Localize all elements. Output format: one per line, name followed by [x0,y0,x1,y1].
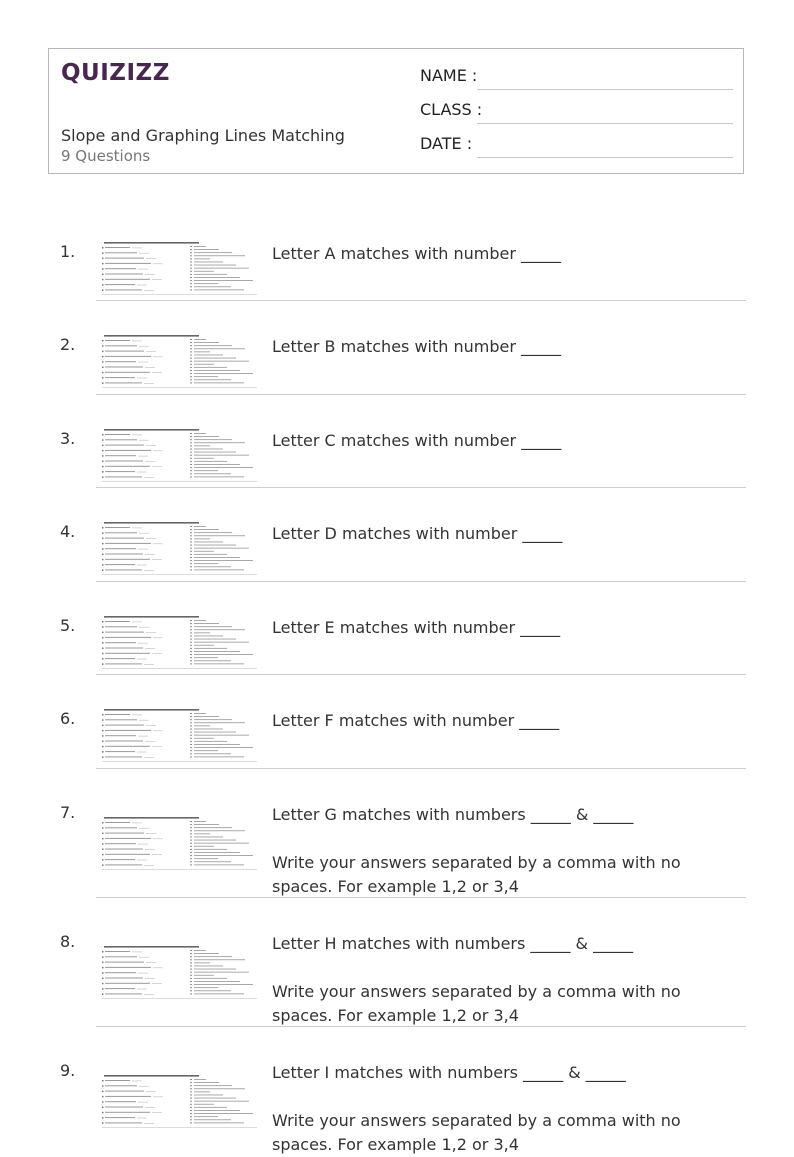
thumbnail-graphic [102,522,257,576]
question-text-block [272,335,742,359]
question-text-block [272,1061,742,1157]
class-line[interactable] [477,123,733,124]
question-text-block [272,242,742,266]
thumbnail-graphic [102,335,257,389]
question-divider [96,300,746,301]
question-text: Letter B matches with number _____ [272,337,562,356]
question-text: Letter C matches with number _____ [272,431,562,450]
question-text: Letter H matches with numbers _____ & _____ [272,934,634,953]
question-number: 2. [60,335,76,354]
thumbnail-graphic [102,242,257,296]
question-text: Letter E matches with number _____ [272,618,561,637]
question-divider [96,487,746,488]
question-divider [96,674,746,675]
question-count: 9 Questions [61,147,151,165]
matching-sheet-thumbnail [102,616,257,670]
question-text: Letter D matches with number _____ [272,524,563,543]
name-line[interactable] [477,89,733,90]
quizizz-logo: QUIZIZZ [61,60,170,86]
question-divider [96,581,746,582]
question-instructions: Write your answers separated by a comma with no spaces. For example 1,2 or 3,4 [272,982,681,1025]
question-text: Letter G matches with numbers _____ & _____ [272,805,634,824]
question-text: Letter F matches with number _____ [272,711,560,730]
question-number: 1. [60,242,76,261]
question-text-block [272,803,742,899]
question-divider [96,768,746,769]
name-label: NAME : [420,66,478,85]
class-field[interactable] [420,100,733,124]
question-number: 3. [60,429,76,448]
worksheet-header [48,48,744,174]
question-number: 9. [60,1061,76,1080]
question-text-block [272,522,742,546]
matching-sheet-thumbnail [102,1075,257,1129]
matching-sheet-thumbnail [102,335,257,389]
worksheet-title: Slope and Graphing Lines Matching [61,126,345,145]
question-divider [96,394,746,395]
thumbnail-graphic [102,817,257,871]
question-text-block [272,932,742,1028]
matching-sheet-thumbnail [102,817,257,871]
date-label: DATE : [420,134,473,153]
question-number: 6. [60,709,76,728]
date-field[interactable] [420,134,733,158]
matching-sheet-thumbnail [102,946,257,1000]
name-field[interactable] [420,66,733,90]
question-text-block [272,616,742,640]
question-text-block [272,429,742,453]
question-divider [96,897,746,898]
thumbnail-graphic [102,1075,257,1129]
matching-sheet-thumbnail [102,242,257,296]
question-text: Letter I matches with numbers _____ & _____ [272,1063,626,1082]
matching-sheet-thumbnail [102,709,257,763]
class-label: CLASS : [420,100,483,119]
thumbnail-graphic [102,946,257,1000]
thumbnail-graphic [102,429,257,483]
thumbnail-graphic [102,616,257,670]
question-number: 4. [60,522,76,541]
thumbnail-graphic [102,709,257,763]
question-number: 5. [60,616,76,635]
matching-sheet-thumbnail [102,522,257,576]
question-text: Letter A matches with number _____ [272,244,561,263]
question-divider [96,1026,746,1027]
matching-sheet-thumbnail [102,429,257,483]
question-number: 8. [60,932,76,951]
question-instructions: Write your answers separated by a comma with no spaces. For example 1,2 or 3,4 [272,1111,681,1154]
question-number: 7. [60,803,76,822]
question-text-block [272,709,742,733]
date-line[interactable] [477,157,733,158]
question-instructions: Write your answers separated by a comma with no spaces. For example 1,2 or 3,4 [272,853,681,896]
